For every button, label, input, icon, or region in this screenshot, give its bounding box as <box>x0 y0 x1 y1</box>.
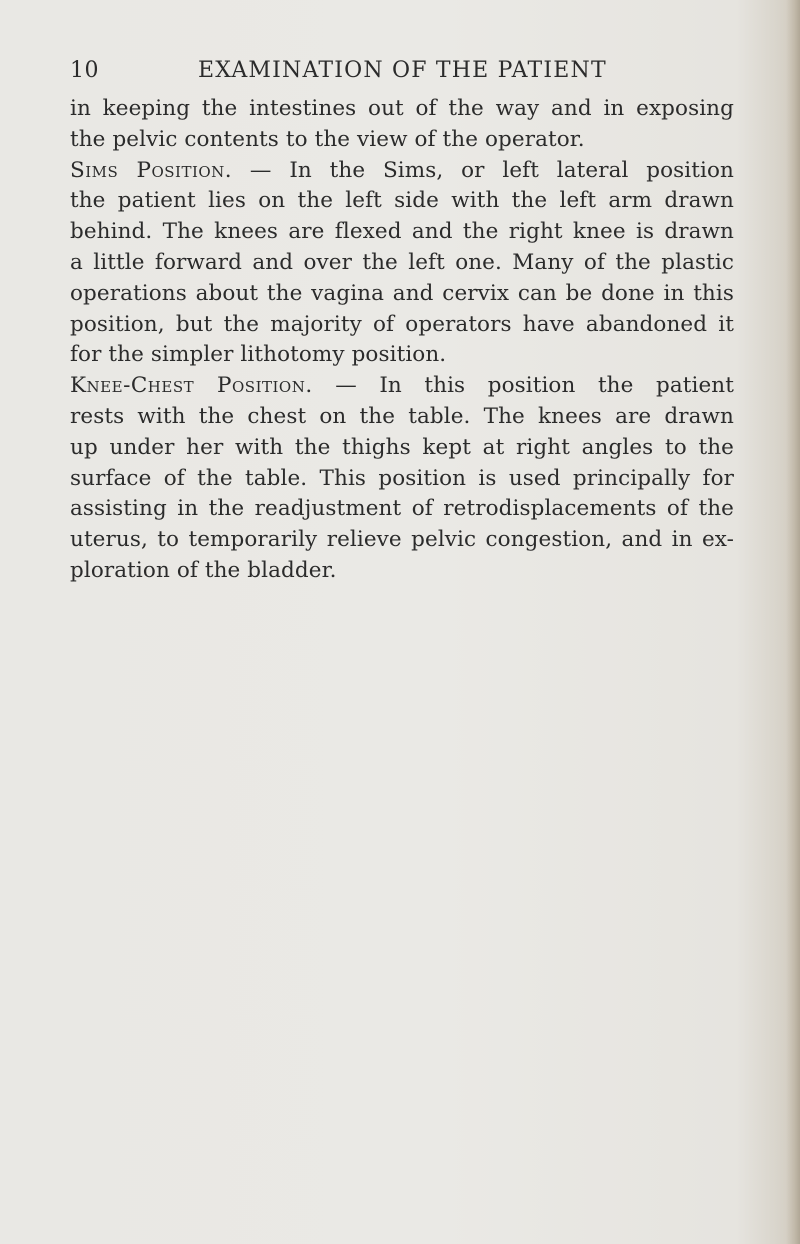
text-line: uterus, to temporarily relieve pelvic congestion, and in ex- <box>70 527 734 553</box>
running-head <box>70 58 730 92</box>
text-line: behind. The knees are flexed and the right knee is drawn <box>70 219 734 245</box>
section-heading-sims: Sims Position. <box>70 157 233 183</box>
text-line: up under her with the thighs kept at right angles to the <box>70 434 734 460</box>
section-heading-knee-chest: Knee-Chest Position. <box>70 373 313 399</box>
text-line: in keeping the intestines out of the way and in exposing <box>70 96 734 121</box>
text-line: the patient lies on the left side with the left arm drawn <box>70 188 734 214</box>
text-line: position, but the majority of operators have abandoned it <box>70 311 734 337</box>
page-number: 10 <box>70 58 99 83</box>
text-line: operations about the vagina and cervix can be done in this <box>70 280 734 306</box>
body-text <box>70 94 734 587</box>
text-line: Knee-Chest Position. — In this position the patient <box>70 373 734 399</box>
text-line: the pelvic contents to the view of the operator. <box>70 126 585 152</box>
text-line: Sims Position. — In the Sims, or left lateral position <box>70 157 734 183</box>
text-line: rests with the chest on the table. The knees are drawn <box>70 403 734 429</box>
page-edge-shadow <box>786 0 800 1244</box>
text-line: surface of the table. This position is used principally for <box>70 465 734 491</box>
text-line: assisting in the readjustment of retrodisplacements of the <box>70 496 734 522</box>
text-line: for the simpler lithotomy position. <box>70 342 447 368</box>
text-line: ploration of the bladder. <box>70 557 337 583</box>
running-head-title: EXAMINATION OF THE PATIENT <box>198 58 607 83</box>
text-line: a little forward and over the left one. Many of the plastic <box>70 249 734 275</box>
